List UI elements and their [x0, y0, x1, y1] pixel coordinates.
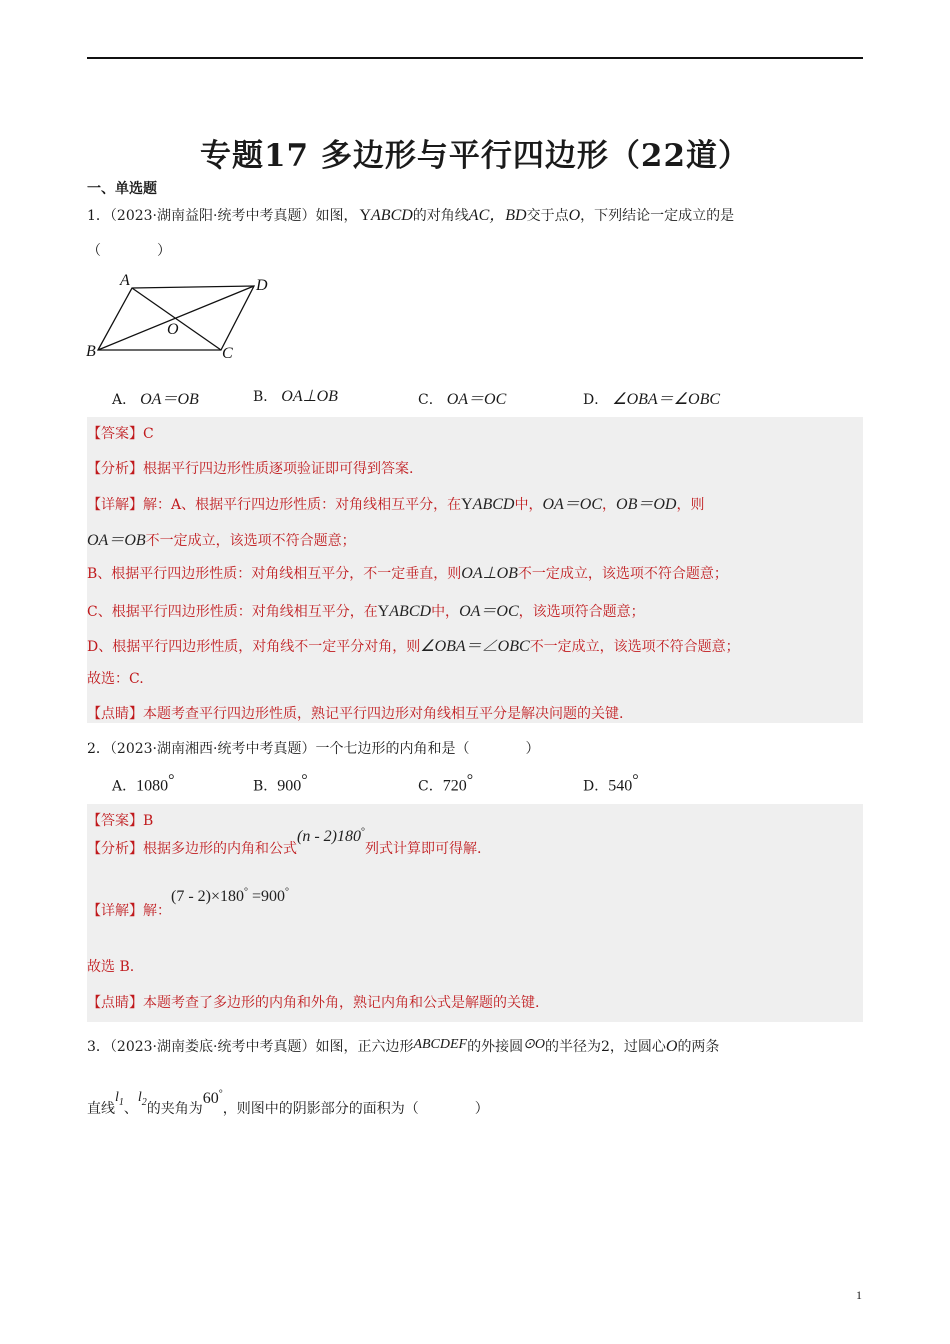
q2-text: 一个七边形的内角和是（ ） — [315, 741, 540, 757]
option-value: 900 — [277, 777, 302, 795]
option-expr: OA⊥OB — [281, 388, 338, 405]
l1-letter: l — [115, 1090, 119, 1105]
option-expr: OA＝OC — [446, 391, 507, 408]
option-letter: C． — [418, 778, 443, 795]
q2-option-c[interactable] — [418, 772, 473, 796]
option-letter: B． — [253, 389, 278, 405]
option-value: 540 — [608, 777, 633, 795]
vertex-label-c: C — [222, 345, 233, 362]
detail-4a: C、根据平行四边形性质：对角线相互平分，在 — [87, 604, 378, 620]
detail-1e: OB＝OD — [616, 496, 677, 513]
detail-1d: ， — [602, 497, 617, 513]
q1-analysis — [87, 458, 413, 478]
answer-tag: 【答案】 — [87, 813, 143, 829]
q3-source: （2023·湖南娄底·统考中考真题） — [109, 1039, 316, 1055]
detail-2b: 不一定成立，该选项不符合题意； — [145, 533, 356, 549]
l1-subscript: 1 — [118, 1096, 124, 1108]
q1-text-c: 交于点 — [526, 208, 569, 224]
q2-number: 2． — [87, 741, 110, 757]
detail-4c: OA＝OC — [459, 603, 519, 620]
q1-detail-line-1 — [87, 491, 704, 514]
diagonal-ac — [132, 288, 221, 350]
detail-5b: ∠OBA＝∠OBC — [420, 638, 530, 655]
q3-sep: 、 — [123, 1101, 138, 1117]
detail-a: 解： — [143, 903, 171, 919]
option-letter: D． — [583, 778, 609, 795]
option-expr: ∠OBA＝∠OBC — [612, 391, 721, 408]
degree-sign: ° — [244, 886, 249, 898]
detail-expr: (7 - 2)×180 — [171, 888, 245, 905]
analysis-a: 根据多边形的内角和公式 — [143, 841, 297, 857]
q3-line2-b: 的夹角为 — [146, 1101, 203, 1117]
q1-bd: BD — [505, 207, 527, 224]
q1-detail-line-5 — [87, 633, 740, 656]
l2-letter: l — [137, 1090, 142, 1105]
q2-option-a[interactable] — [112, 772, 175, 796]
detail-tag: 【详解】 — [87, 903, 143, 919]
detail-formula — [171, 888, 289, 905]
q1-detail-line-3 — [87, 563, 728, 583]
q1-ac: AC， — [468, 207, 506, 224]
option-letter: C． — [418, 392, 443, 408]
q1-option-d[interactable] — [583, 386, 720, 409]
page-title: 专题17 多边形与平行四边形（22道） — [199, 138, 751, 174]
detail-1f: ，则 — [676, 497, 705, 513]
angle-number: 60 — [202, 1090, 219, 1107]
q1-o: O — [568, 207, 581, 224]
analysis-tag: 【分析】 — [87, 841, 143, 857]
q3-o: O — [665, 1038, 678, 1055]
q3-number: 3． — [87, 1039, 110, 1055]
formula-expr: (n - 2)180 — [297, 828, 361, 845]
section-heading: 一、单选题 — [87, 181, 157, 197]
q1-option-c[interactable] — [418, 386, 506, 409]
q1-option-a[interactable] — [112, 386, 199, 409]
option-letter: D． — [583, 392, 609, 408]
option-value: 720 — [442, 777, 467, 795]
q3-text-a: 如图，正六边形 — [315, 1039, 414, 1055]
q1-abcd: ABCD — [371, 207, 413, 224]
q1-text-a: 如图， — [315, 208, 358, 224]
q1-option-b[interactable] — [253, 386, 338, 406]
line-l2 — [137, 1090, 147, 1108]
degree-sign: ° — [285, 886, 290, 898]
page-number: 1 — [856, 1288, 862, 1302]
detail-abcd: ABCD — [472, 496, 515, 513]
comment-text: 本题考查平行四边形性质，熟记平行四边形对角线相互平分是解决问题的关键. — [143, 706, 624, 722]
degree-sign: ° — [168, 772, 175, 789]
detail-1c: OA＝OC — [542, 496, 603, 513]
parallelogram-symbol: Y — [359, 207, 372, 224]
degree-sign: ° — [301, 772, 308, 789]
q3-text-d: 的两条 — [677, 1039, 720, 1055]
q3-line2-a: 直线 — [87, 1101, 115, 1117]
option-value: 1080 — [136, 777, 169, 795]
formula — [297, 828, 365, 845]
parallelogram-symbol: Y — [377, 603, 390, 620]
q2-answer — [87, 810, 153, 830]
q2-source: （2023·湖南湘西·统考中考真题） — [109, 741, 316, 757]
q1-text-b: 的对角线 — [412, 208, 469, 224]
q2-analysis — [87, 826, 482, 858]
option-letter: A． — [112, 778, 137, 795]
angle-value — [203, 1090, 223, 1107]
q1-text-d: ，下列结论一定成立的是 — [580, 208, 735, 224]
answer-value: C — [143, 426, 154, 442]
answer-tag: 【答案】 — [87, 426, 143, 442]
q1-solution-box — [87, 417, 863, 723]
detail-1a: 解：A、根据平行四边形性质：对角线相互平分，在 — [143, 497, 462, 513]
detail-tag: 【详解】 — [87, 497, 143, 513]
comment-text: 本题考查了多边形的内角和外角，熟记内角和公式是解题的关键. — [143, 995, 540, 1011]
q3-line2-c: ，则图中的阴影部分的面积为（ ） — [222, 1101, 489, 1117]
degree-sign: ° — [466, 772, 474, 789]
option-expr: OA＝OB — [140, 391, 199, 408]
q2-detail-2: 故选 B. — [87, 959, 135, 975]
q1-detail-line-4 — [87, 598, 645, 621]
q1-answer — [87, 423, 154, 443]
header-rule — [87, 57, 863, 59]
degree-sign: ° — [360, 826, 365, 838]
q1-parallelogram-figure — [84, 268, 284, 368]
q2-option-b[interactable] — [253, 772, 308, 796]
q1-detail-line-6: 故选：C. — [87, 671, 144, 687]
option-letter: A． — [112, 392, 137, 408]
q3-text-b: 的外接圆 — [467, 1039, 524, 1055]
q1-paren: （ ） — [87, 243, 171, 259]
parallelogram-symbol: Y — [461, 496, 473, 513]
detail-abcd: ABCD — [389, 603, 432, 620]
detail-4b: 中， — [431, 604, 460, 620]
comment-tag: 【点睛】 — [87, 706, 143, 722]
detail-1b: 中， — [514, 497, 543, 513]
q1-number: 1． — [87, 208, 110, 224]
q3-text-c: 的半径为2，过圆心 — [544, 1039, 666, 1055]
q2-detail — [87, 886, 290, 920]
detail-3b: OA⊥OB — [461, 565, 518, 582]
q2-comment — [87, 992, 539, 1012]
detail-expr-b: =900 — [248, 888, 286, 905]
detail-5c: 不一定成立，该选项不符合题意； — [529, 639, 740, 655]
q2-option-d[interactable] — [583, 772, 639, 796]
l2-subscript: 2 — [141, 1096, 147, 1108]
q1-detail-line-2 — [87, 527, 356, 550]
detail-4d: ，该选项符合题意； — [518, 604, 645, 620]
vertex-label-d: D — [256, 277, 268, 294]
degree-sign: ° — [218, 1088, 223, 1100]
q1-stem — [87, 202, 734, 225]
detail-3a: B、根据平行四边形性质：对角线相互平分，不一定垂直，则 — [87, 566, 462, 582]
detail-2a: OA＝OB — [87, 532, 146, 549]
detail-3c: 不一定成立，该选项不符合题意； — [517, 566, 728, 582]
analysis-text: 根据平行四边形性质逐项验证即可得到答案. — [143, 461, 414, 477]
q1-source: （2023·湖南益阳·统考中考真题） — [109, 208, 316, 224]
center-label-o: O — [167, 321, 179, 338]
q2-solution-box — [87, 804, 863, 1022]
q2-stem — [87, 738, 539, 758]
analysis-b: 列式计算即可得解. — [364, 841, 482, 857]
q3-hexagon: ABCDEF — [413, 1037, 468, 1052]
q3-stem-line-1 — [87, 1036, 719, 1056]
vertex-label-a: A — [120, 272, 130, 289]
degree-sign: ° — [632, 772, 639, 789]
answer-value: B — [143, 813, 154, 829]
q1-comment — [87, 703, 623, 723]
q3-circle: ⊙O — [523, 1037, 545, 1052]
option-letter: B． — [253, 778, 278, 795]
vertex-label-b: B — [86, 343, 96, 360]
diagonal-bd — [98, 286, 254, 350]
analysis-tag: 【分析】 — [87, 461, 143, 477]
q3-stem-line-2 — [87, 1088, 489, 1120]
detail-5a: D、根据平行四边形性质，对角线不一定平分对角，则 — [87, 639, 421, 655]
line-l1 — [115, 1090, 124, 1108]
comment-tag: 【点睛】 — [87, 995, 143, 1011]
